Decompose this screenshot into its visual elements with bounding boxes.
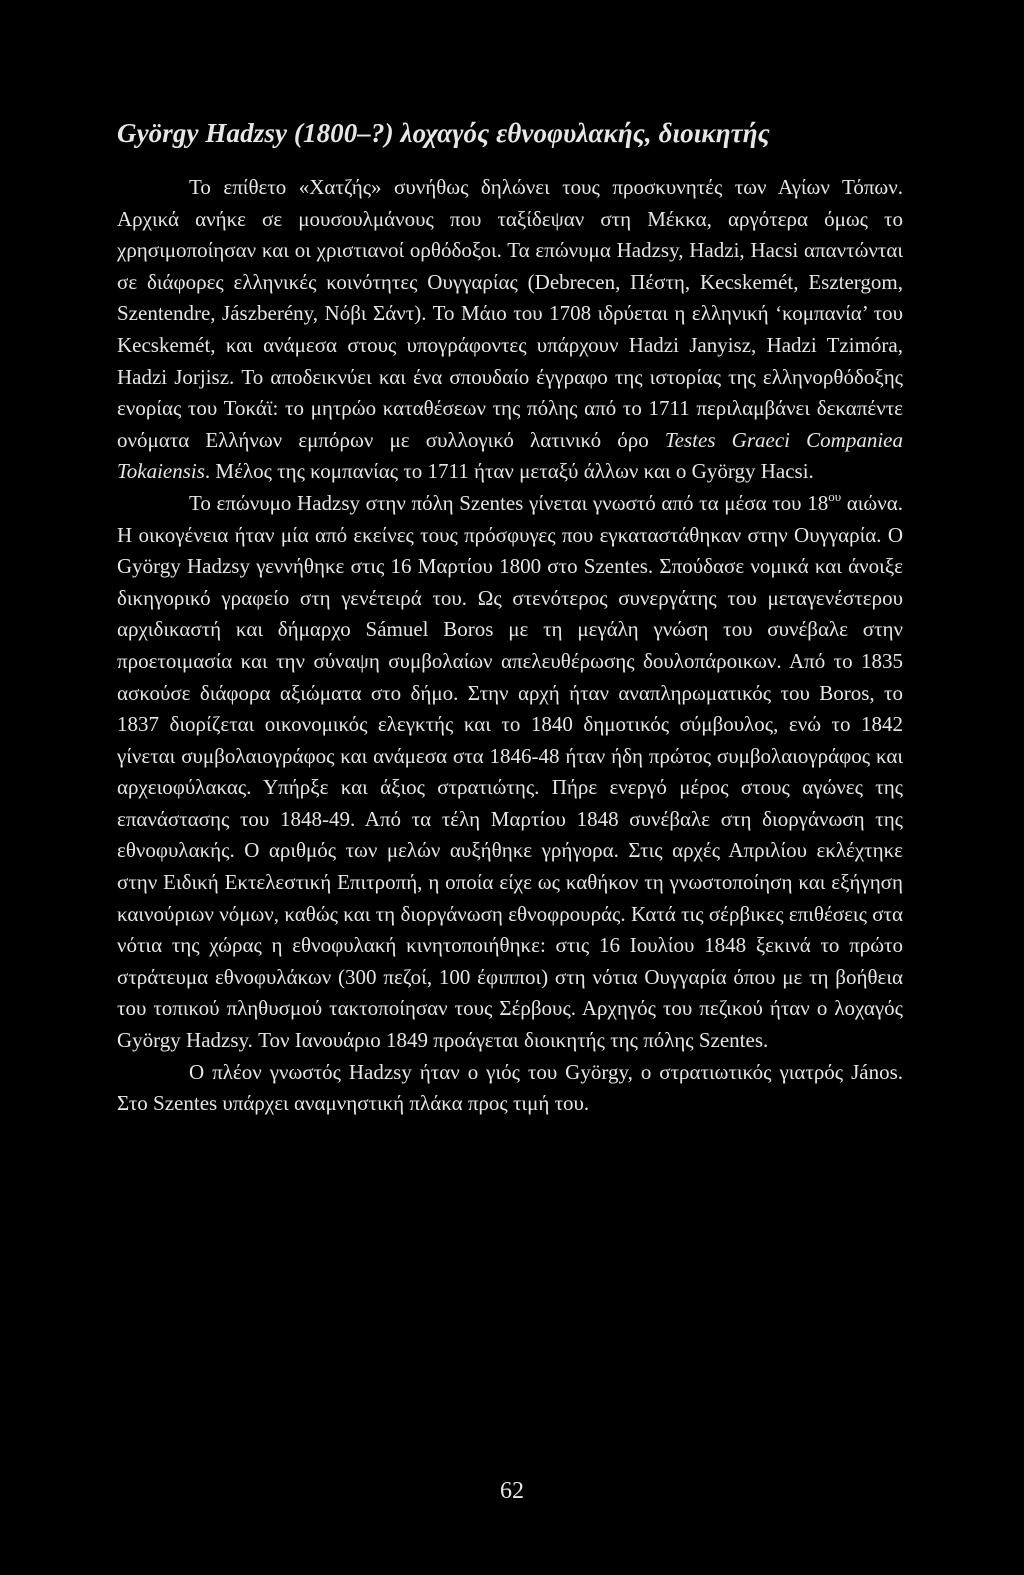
paragraph-son: Ο πλέον γνωστός Hadzsy ήταν ο γιός του György, ο στρατιωτικός γιατρός János. Στο Szentes υπάρχει αναμνηστική πλάκα προς τιμή του. [117, 1059, 903, 1116]
paragraph-1-text-a: Το επίθετο «Χατζής» συνήθως δηλώνει τους προσκυνητές των Αγίων Τόπων. Αρχικά ανήκε σε μουσουλμάνους που ταξίδεψαν στη Μέκκα, αργότερα όμως το χρησιμοποίησαν και οι χριστιανοί ορθόδοξοι. Τα επώνυμα Hadzsy, Hadzi, Hacsi απαντώνται σε διάφορες ελληνικές κοινότητες Ουγγαρίας (Debrecen, Πέστη, Kecskemét, Esztergom, Szentendre, Jászberény, Νόβι Σάντ). Το Μάιο του 1708 ιδρύεται η ελληνική ‘κομπανία’ του Kecskemét, και ανάμεσα στους υπογράφοντες υπάρχουν Hadzi Janyisz, Hadzi Tzimóra, Hadzi Jorjisz. Το αποδεικνύει και ένα σπουδαίο έγγραφο της ιστορίας της ελληνορθόδοξης ενορίας του Τοκάϊ: το μητρώο καταθέσεων της πόλης από το 1711 περιλαμβάνει δεκαπέντε ονόματα Ελλήνων εμπόρων με συλλογικό λατινικό όρο [117, 175, 903, 452]
page-content [117, 116, 903, 1120]
paragraph-2-text-b: αιώνα. Η οικογένεια ήταν μία από εκείνες τους πρόσφυγες που εγκαταστάθηκαν στην Ουγγαρία. Ο György Hadzsy γεννήθηκε στις 16 Μαρτίου 1800 στο Szentes. Σπούδασε νομικά και άνοιξε δικηγορικό γραφείο στη γενέτειρά του. Ως στενότερος συνεργάτης του μεταγενέστερου αρχιδικαστή και δήμαρχο Sámuel Boros με τη μεγάλη γνώση του συνέβαλε στην προετοιμασία και την σύναψη συμβολαίων απελευθέρωσης δουλοπάροικων. Από το 1835 ασκούσε διάφορα αξιώματα στο δήμο. Στην αρχή ήταν αναπληρωματικός του Boros, το 1837 διορίζεται οικονομικός ελεγκτής και το 1840 δημοτικός σύμβουλος, ενώ το 1842 γίνεται συμβολαιογράφος και ανάμεσα στα 1846-48 ήταν ήδη πρώτος συμβολαιογράφος και αρχειοφύλακας. Υπήρξε και άξιος στρατιώτης. Πήρε ενεργό μέρος στους αγώνες της επανάστασης του 1848-49. Από τα τέλη Μαρτίου 1848 συνέβαλε στη διοργάνωση της εθνοφυλακής. Ο αριθμός των μελών αυξήθηκε γρήγορα. Στις αρχές Απριλίου εκλέχτηκε στην Ειδική Εκτελεστική Επιτροπή, η οποία είχε ως καθήκον τη γνωστοποίηση και εξήγηση καινούριων νόμων, καθώς και τη διοργάνωση εθνοφρουράς. Κατά τις σέρβικες επιθέσεις στα νότια της χώρας η εθνοφυλακή κινητοποιήθηκε: στις 16 Ιουλίου 1848 ξεκινά το πρώτο στράτευμα εθνοφυλάκων (300 πεζοί, 100 έφιπποι) στη νότια Ουγγαρία όπου με τη βοήθεια του τοπικού πληθυσμού τακτοποίησαν τους Σέρβους. Αρχηγός του πεζικού ήταν ο λοχαγός György Hadzsy. Τον Ιανουάριο 1849 προάγεται διοικητής της πόλης Szentes. [117, 490, 903, 1053]
ordinal-superscript: ου [828, 488, 842, 504]
paragraph-surname-origin [117, 172, 903, 488]
paragraph-1-text-b: . Μέλος της κομπανίας το 1711 ήταν μεταξύ άλλων και ο György Hacsi. [204, 459, 814, 484]
page-number: 62 [500, 1478, 524, 1504]
paragraph-biography [117, 488, 903, 1057]
section-title: György Hadzsy (1800–?) λοχαγός εθνοφυλακής, διοικητής [117, 118, 770, 148]
latin-term: Testes Graeci Companiea Tokaiensis [117, 427, 903, 484]
paragraph-2-text-a: Το επώνυμο Hadzsy στην πόλη Szentes γίνεται γνωστό από τα μέσα του 18 [189, 490, 829, 515]
